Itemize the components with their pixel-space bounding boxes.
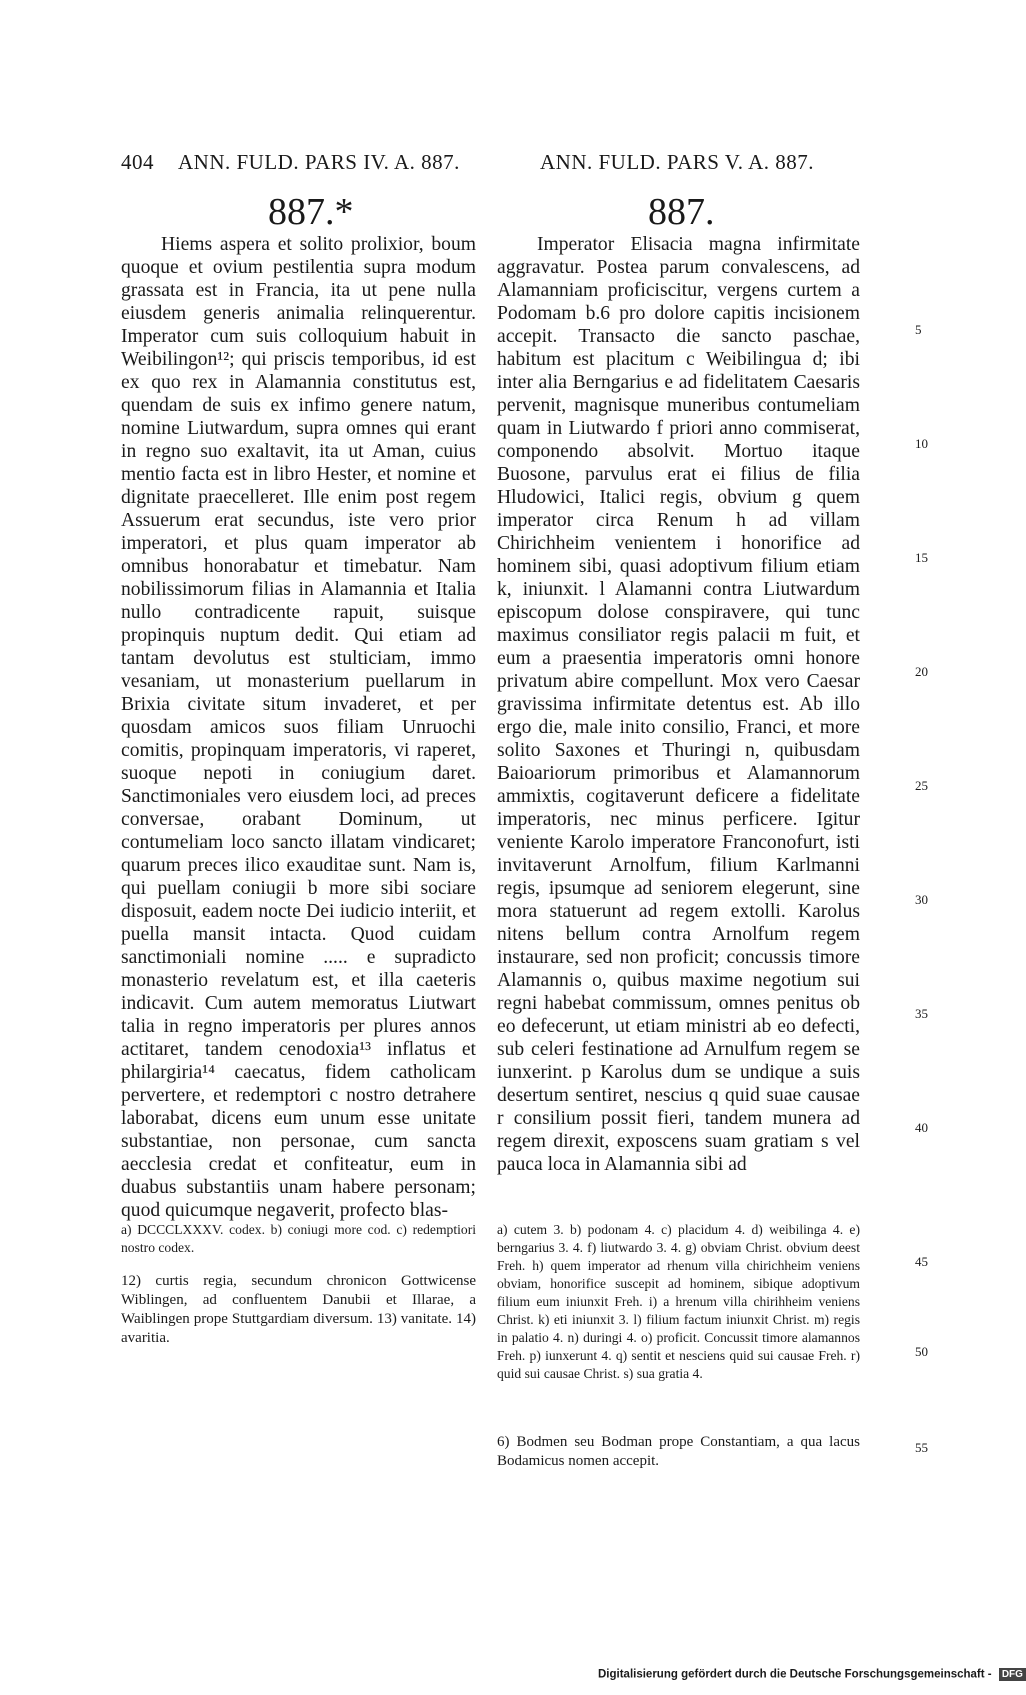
left-paragraph: Hiems aspera et solito prolixior, boum quoque et ovium pestilentia supra modum grassata est in Francia, ita ut pene nulla eiusdem generis animalia relinquerentur. Imperator cum suis colloquium habuit in Weibilingon¹²; qui priscis temporibus, id est ex quo rex in Alamannia constitutus est, quendam de suis ex infimo genere natum, nomine Liutwardum, supra omnes qui erant in regno suo exaltavit, ita ut Aman, cuius mentio facta est in libro Hester, et nomine et dignitate praecelleret. Ille enim post regem Assuerum erat secundus, iste vero prior imperatori, et plus quam imperator ab omnibus honorabatur et timebatur. Nam nobilissimorum filias in Alamannia et Italia nullo contradicente rapuit, suisque propinquis nuptum dedit. Qui etiam ad tantam devolutus est stulticiam, immo vesaniam, ut monasterium puellarum in Brixia civitate situm invaderet, et per quosdam amicos suos filiam Unruochi comitis, propinquam imperatoris, vi raperet, suoque nepoti in coniugium daret. Sanctimoniales vero eiusdem loci, ad preces conversae, orabant Dominum, ut contumeliam loco sancto illatam vindicaret; quarum preces ilico exauditae sunt. Nam is, qui puellam coniugii b more sibi sociare disposuit, eadem nocte Dei iudicio interiit, et puella mansit intacta. Quod cuidam sanctimoniali nomine ..... e supradicto monasterio revelatum est, et illa caeteris indicavit. Cum autem memoratus Liutwart talia in regno imperatoris per plures annos actitaret, tandem cenodoxia¹³ inflatus et philargiria¹⁴ caecatus, fidem catholicam pervertere, et redemptori c nostro detrahere laborabat, dicens eum unum esse unitate substantiae, non personae, cum sancta aecclesia credat et confiteatur, eum in duabus substantiis unam habere personam; quod quicumque negaverit, profecto blas- (121, 234, 476, 1221)
right-column-text (497, 233, 860, 1176)
credit-text: Digitalisierung gefördert durch die Deutsche Forschungsgemeinschaft - (598, 1668, 992, 1681)
line-number: 45 (915, 1254, 928, 1269)
line-number: 10 (915, 436, 928, 451)
line-number: 35 (915, 1006, 928, 1021)
left-running-title: ANN. FULD. PARS IV. A. 887. (178, 150, 460, 174)
digitization-credit (598, 1668, 1026, 1681)
line-number: 40 (915, 1120, 928, 1135)
left-year-heading: 887.* (268, 191, 354, 233)
line-number: 20 (915, 664, 928, 679)
right-running-title: ANN. FULD. PARS V. A. 887. (540, 150, 815, 174)
right-paragraph: Imperator Elisacia magna infirmitate aggravatur. Postea parum convalescens, ad Alamanniam proficiscitur, vergens curtem a Podomam b.6 pro dolore capitis incisionem accepit. Transacto die sancto paschae, habitum est placitum c Weibilingua d; ibi inter alia Berngarius e ad fidelitatem Caesaris pervenit, magnisque muneribus contumeliam quam in Liutwardo f priori anno commiserat, componendo absolvit. Mortuo itaque Buosone, parvulus erat ei filius de filia Hludowici, Italici regis, obvium g quem imperator circa Renum h ad villam Chirichheim venientem i honorifice ad hominem sibi, quasi adoptivum filium etiam k, iniunxit. l Alamanni contra Liutwardum episcopum dolose conspiravere, qui tunc maximus consiliator regis palacii m fuit, et eum a praesentia imperatoris omni honore privatum abire compellunt. Mox vero Caesar gravissima infirmitate detentus est. Ab illo ergo die, male inito consilio, Franci, et more solito Saxones et Thuringi n, quibusdam Baioariorum primoribus et Alamannorum ammixtis, cogitaverunt deficere a fidelitate imperatoris, nec minus perficere. Igitur veniente Karolo imperatore Franconofurt, isti invitaverunt Arnolfum, filium Karlmanni regis, ipsumque ad seniorem elegerunt, sine mora statuerunt ad regem extolli. Karolus nitens bellum contra Arnolfum regem instaurare, sed non proficit; concussis timore Alamannis o, quibus maxime negotium sui regni habebat commissum, omnes penitus ob eo defecerunt, ut etiam ministri ab eo defecti, sub celeri festinatione ad Arnulfum regem se iunxerint. p Karolus dum se undique a suis desertum sentiret, nescius q quid suae causae r consilium possit fieri, tandem munera ad regem direxit, exposcens suam gratiam s vel pauca loca in Alamannia sibi ad (497, 234, 860, 1175)
left-footnote-text: a) DCCCLXXXV. codex. b) coniugi more cod. c) redemptiori nostro codex. (121, 1222, 476, 1255)
left-page-number: 404 (121, 150, 154, 174)
line-number: 15 (915, 550, 928, 565)
right-year-heading: 887. (648, 191, 715, 233)
line-number: 30 (915, 892, 928, 907)
dfg-logo-icon: DFG (999, 1668, 1026, 1681)
right-note-text: 6) Bodmen seu Bodman prope Constantiam, a qua lacus Bodamicus nomen accepit. (497, 1434, 860, 1469)
line-number: 50 (915, 1344, 928, 1359)
line-number: 25 (915, 778, 928, 793)
left-footnotes-notes (121, 1272, 476, 1348)
left-column-text (121, 233, 476, 1222)
right-footnotes-notes (497, 1433, 860, 1471)
line-number: 5 (915, 322, 922, 337)
right-footnote-text: a) cutem 3. b) podonam 4. c) placidum 4. d) weibilinga 4. e) berngarius 3. 4. f) liutwardo 3. 4. g) obviam Christ. obvium deest Freh. h) quem imperator ad rhenum villa chirichheim veniens obviam, honorifice suscepit ad hominem, sibique adoptivum filium eum iniunxit Freh. i) a hrenum villa chirihheim veniens Christ. k) eti iniunxit 3. l) filium factum iniunxit Christ. m) regis in palatio 4. n) duringi 4. o) proficit. Concussit timore alamannos Freh. p) iunxerunt 4. q) sentit et nesciens quid sui causae Freh. r) quid sui causae Christ. s) sua gratia 4. (497, 1222, 860, 1381)
right-footnotes-variants (497, 1221, 860, 1383)
left-note-text: 12) curtis regia, secundum chronicon Gottwicense Wiblingen, ad confluentem Danubii et Illarae, a Waiblingen prope Stuttgardiam diversum. 13) vanitate. 14) avaritia. (121, 1273, 476, 1346)
left-footnotes-variants (121, 1221, 476, 1257)
line-number: 55 (915, 1440, 928, 1455)
